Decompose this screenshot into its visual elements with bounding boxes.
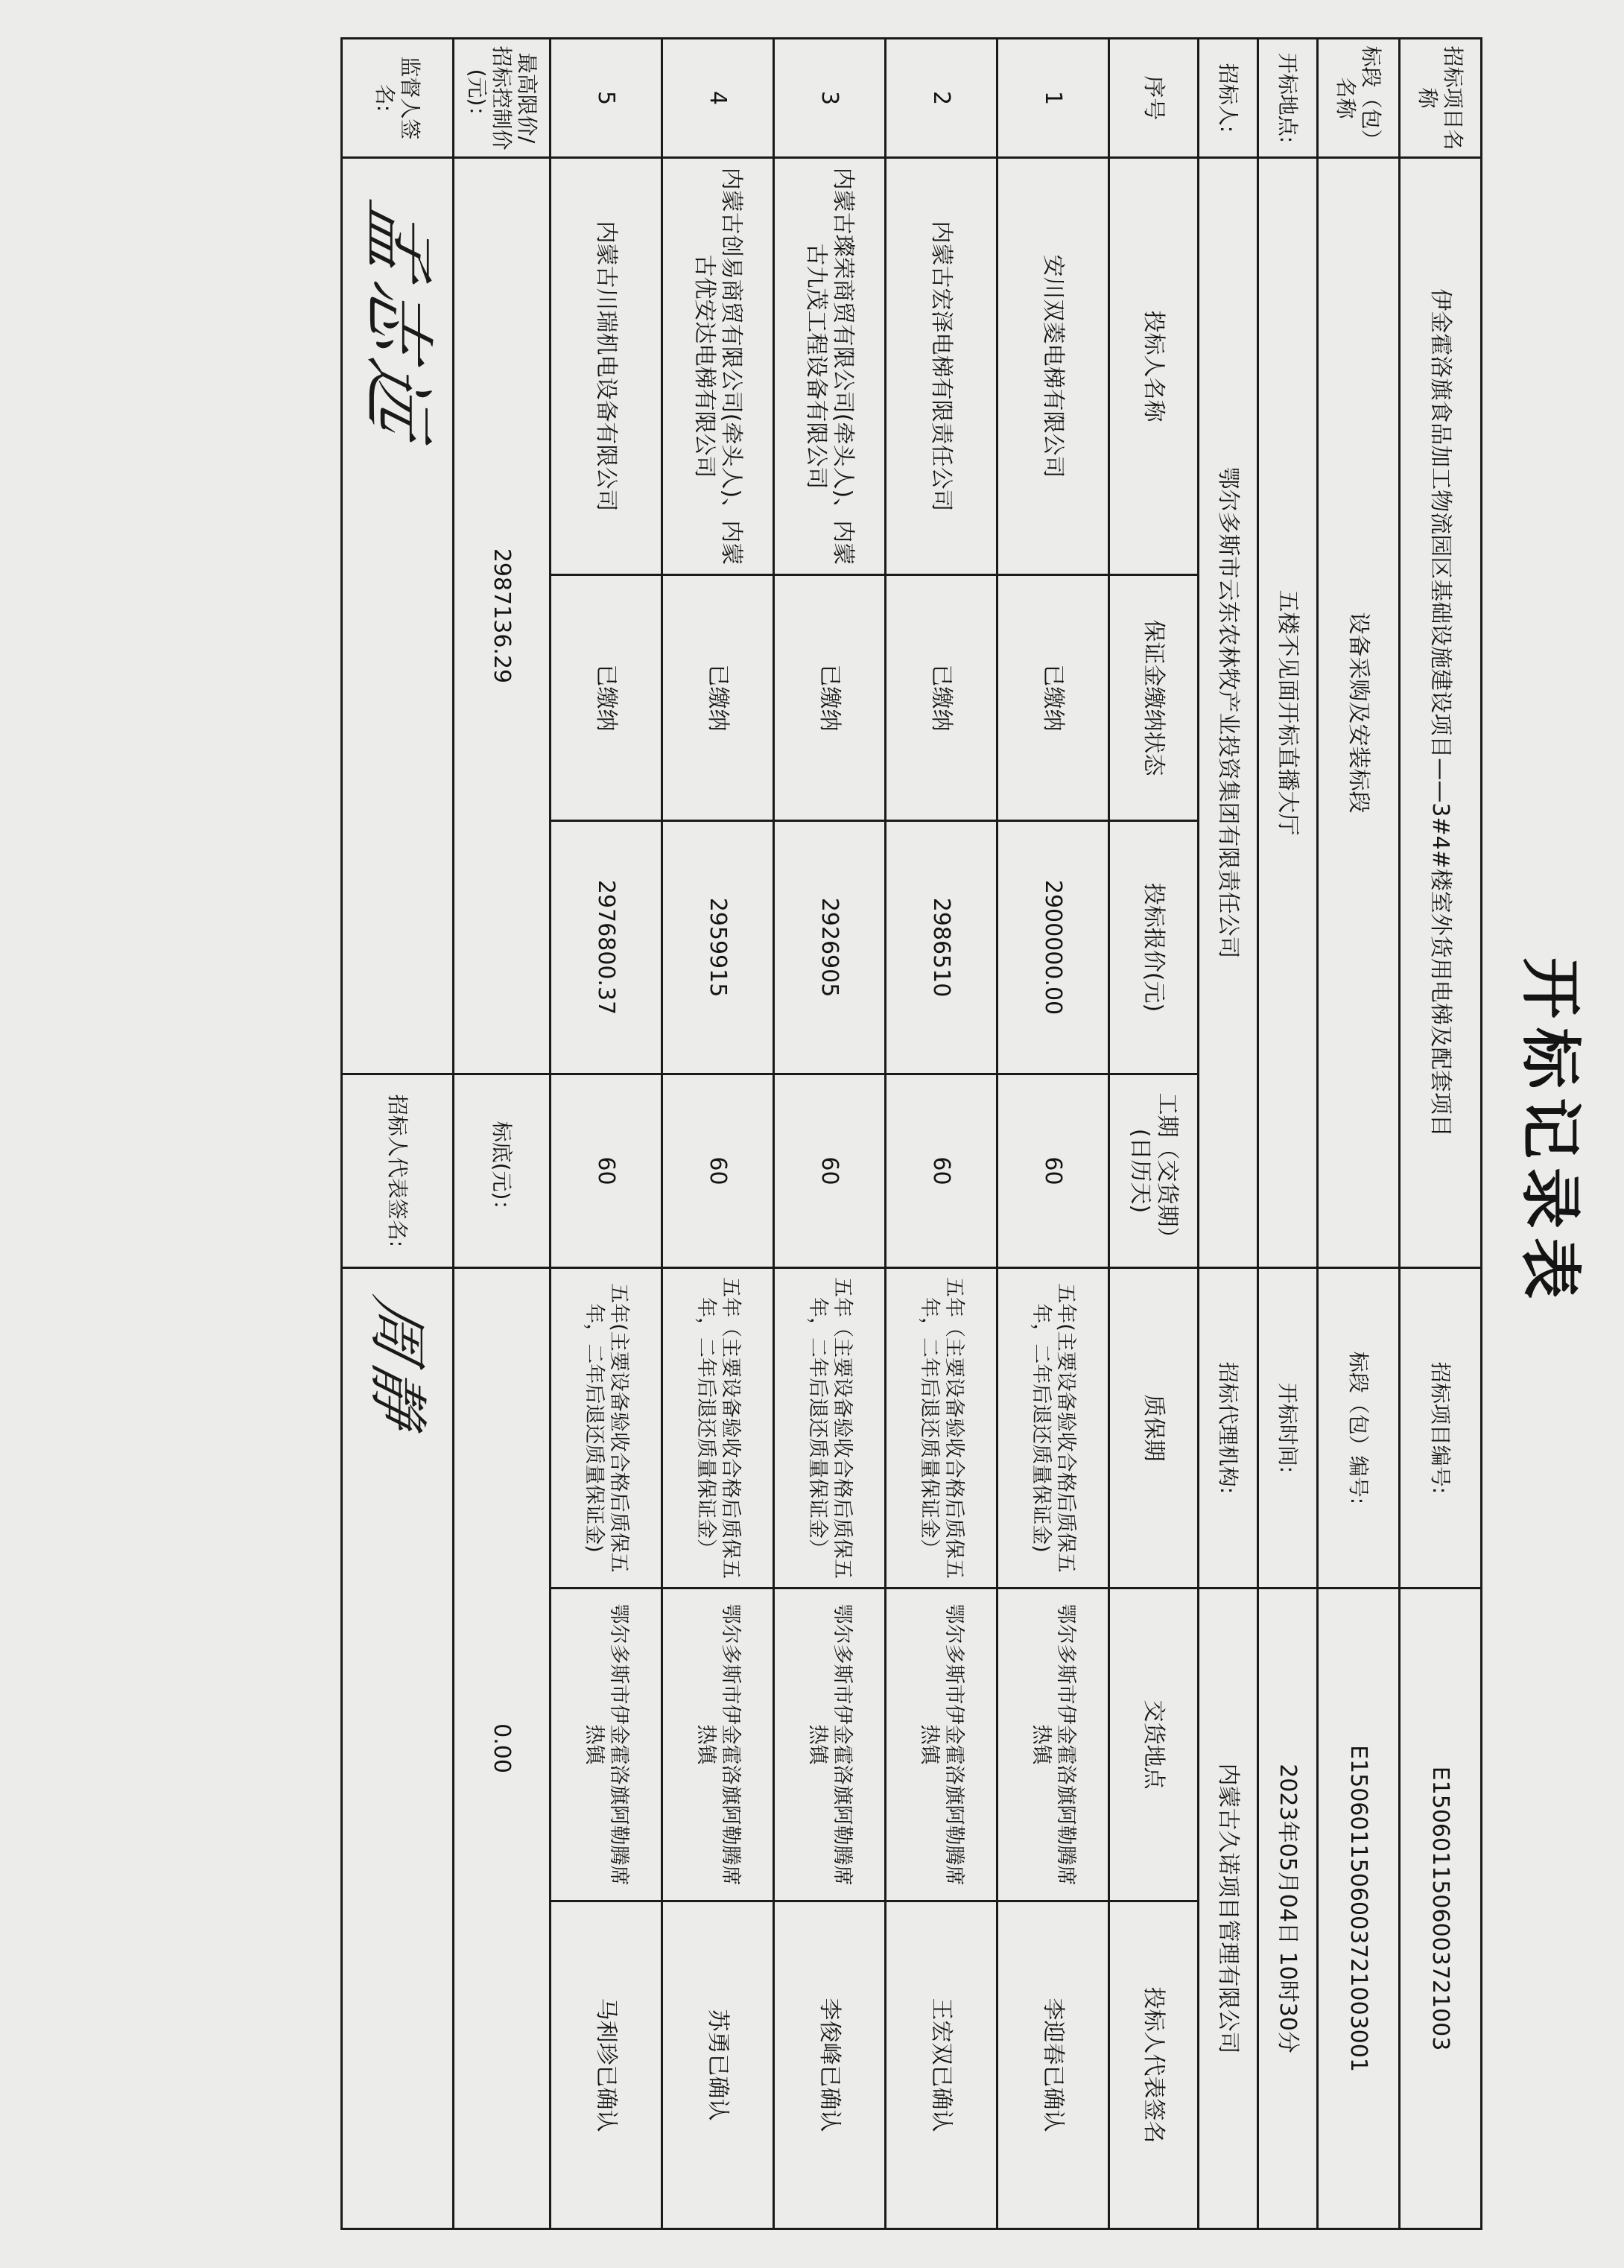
section-no-label: 标段（包）编号: <box>1318 1268 1400 1588</box>
agency-label: 招标代理机构: <box>1199 1268 1258 1588</box>
table-row <box>886 39 997 2229</box>
row-delivery: 鄂尔多斯市伊金霍洛旗阿勒腾席热镇 <box>774 1588 886 1901</box>
table-row <box>997 39 1109 2229</box>
col-delivery: 交货地点 <box>1109 1588 1199 1901</box>
col-price: 投标报价(元) <box>1109 821 1199 1074</box>
row-bidder: 内蒙古璨荣商贸有限公司(牵头人)、内蒙古九茂工程设备有限公司 <box>774 158 886 575</box>
row-bidder: 内蒙古创易商贸有限公司(牵头人)、内蒙古优安达电梯有限公司 <box>662 158 774 575</box>
row-warranty: 五年(主要设备验收合格后质保五年，二年后退还质量保证金) <box>997 1268 1109 1588</box>
row-no: 5 <box>551 39 662 158</box>
row-delivery: 鄂尔多斯市伊金霍洛旗阿勒腾席热镇 <box>997 1588 1109 1901</box>
row-period: 60 <box>997 1074 1109 1268</box>
col-period: 工期（交货期）(日历天) <box>1109 1074 1199 1268</box>
col-bidder: 投标人名称 <box>1109 158 1199 575</box>
row-deposit: 已缴纳 <box>886 575 997 821</box>
row-no: 3 <box>774 39 886 158</box>
row-signature: 马利珍已确认 <box>551 1901 662 2229</box>
row-period: 60 <box>662 1074 774 1268</box>
row-price: 2959915 <box>662 821 774 1074</box>
row-no: 1 <box>997 39 1109 158</box>
row-bidder: 内蒙古宏泽电梯有限责任公司 <box>886 158 997 575</box>
base-price: 0.00 <box>454 1268 551 2229</box>
row-deposit: 已缴纳 <box>997 575 1109 821</box>
supervisor-label: 监督人签名: <box>342 39 454 158</box>
row-signature: 苏勇已确认 <box>662 1901 774 2229</box>
row-no: 4 <box>662 39 774 158</box>
row-deposit: 已缴纳 <box>551 575 662 821</box>
row-warranty: 五年（主要设备验收合格后质保五年，二年后退还质量保证金） <box>662 1268 774 1588</box>
section-no: E1506011506003721003001 <box>1318 1588 1400 2229</box>
row-delivery: 鄂尔多斯市伊金霍洛旗阿勒腾席热镇 <box>551 1588 662 1901</box>
agency: 内蒙古久诺项目管理有限公司 <box>1199 1588 1258 2229</box>
signature-row <box>342 39 454 2229</box>
row-bidder: 内蒙古川瑞机电设备有限公司 <box>551 158 662 575</box>
row-period: 60 <box>886 1074 997 1268</box>
row-deposit: 已缴纳 <box>774 575 886 821</box>
tenderer-row <box>1199 39 1258 2229</box>
row-period: 60 <box>774 1074 886 1268</box>
row-deposit: 已缴纳 <box>662 575 774 821</box>
project-row <box>1400 39 1482 2229</box>
section-name: 设备采购及安装标段 <box>1318 158 1400 1268</box>
base-price-label: 标底(元)： <box>454 1074 551 1268</box>
bid-record-table <box>340 37 1482 2230</box>
row-signature: 王宏双已确认 <box>886 1901 997 2229</box>
row-signature: 李俊峰已确认 <box>774 1901 886 2229</box>
tenderer-rep-signature: 周静 <box>363 1290 433 1442</box>
project-name: 伊金霍洛旗食品加工物流园区基础设施建设项目——3#4#楼室外货用电梯及配套项目 <box>1400 158 1482 1268</box>
row-signature: 李迎春已确认 <box>997 1901 1109 2229</box>
tenderer-rep-signature-cell <box>342 1268 454 2229</box>
time-label: 开标时间: <box>1258 1268 1318 1588</box>
supervisor-signature: 孟志远 <box>356 193 440 452</box>
row-delivery: 鄂尔多斯市伊金霍洛旗阿勒腾席热镇 <box>886 1588 997 1901</box>
row-delivery: 鄂尔多斯市伊金霍洛旗阿勒腾席热镇 <box>662 1588 774 1901</box>
section-name-label: 标段（包）名称 <box>1318 39 1400 158</box>
max-price: 2987136.29 <box>454 158 551 1074</box>
column-header-row <box>1109 39 1199 2229</box>
row-price: 2900000.00 <box>997 821 1109 1074</box>
max-price-label: 最高限价/招标控制价(元)： <box>454 39 551 158</box>
project-no: E1506011506003721003 <box>1400 1588 1482 2229</box>
row-bidder: 安川双菱电梯有限公司 <box>997 158 1109 575</box>
col-warranty: 质保期 <box>1109 1268 1199 1588</box>
row-price: 2976800.37 <box>551 821 662 1074</box>
tenderer-label: 招标人: <box>1199 39 1258 158</box>
time: 2023年05月04日 10时30分 <box>1258 1588 1318 2229</box>
location: 五楼不见面开标直播大厅 <box>1258 158 1318 1268</box>
section-row <box>1318 39 1400 2229</box>
col-deposit: 保证金缴纳状态 <box>1109 575 1199 821</box>
table-row <box>774 39 886 2229</box>
location-label: 开标地点: <box>1258 39 1318 158</box>
row-period: 60 <box>551 1074 662 1268</box>
row-warranty: 五年(主要设备验收合格后质保五年，二年后退还质量保证金) <box>551 1268 662 1588</box>
row-price: 2986510 <box>886 821 997 1074</box>
supervisor-signature-cell <box>342 158 454 1074</box>
project-name-label: 招标项目名称 <box>1400 39 1482 158</box>
row-warranty: 五年（主要设备验收合格后质保五年，二年后退还质量保证金） <box>774 1268 886 1588</box>
row-warranty: 五年（主要设备验收合格后质保五年，二年后退还质量保证金） <box>886 1268 997 1588</box>
col-signature: 投标人代表签名 <box>1109 1901 1199 2229</box>
tenderer: 鄂尔多斯市云东农林牧产业投资集团有限责任公司 <box>1199 158 1258 1268</box>
table-row <box>662 39 774 2229</box>
col-no: 序号 <box>1109 39 1199 158</box>
row-price: 2926905 <box>774 821 886 1074</box>
row-no: 2 <box>886 39 997 158</box>
price-row <box>454 39 551 2229</box>
page-title: 开标记录表 <box>1514 957 1585 1308</box>
rotated-page <box>201 37 1602 2228</box>
table-row <box>551 39 662 2229</box>
location-row <box>1258 39 1318 2229</box>
project-no-label: 招标项目编号: <box>1400 1268 1482 1588</box>
tenderer-rep-label: 招标人代表签名: <box>342 1074 454 1268</box>
